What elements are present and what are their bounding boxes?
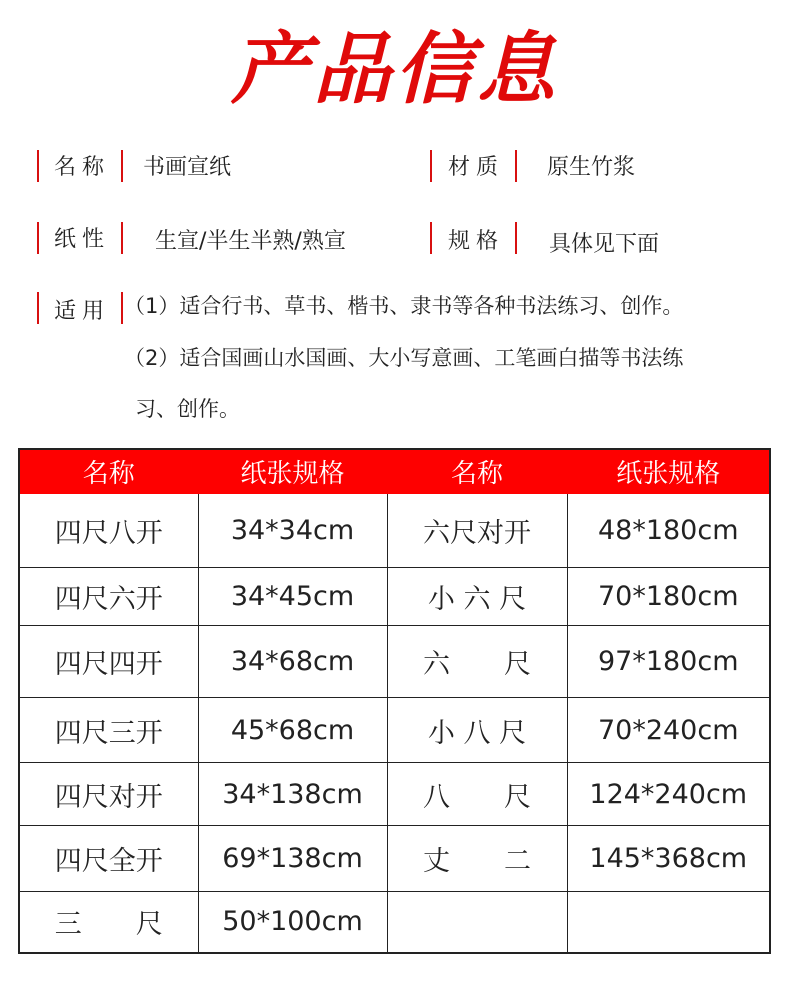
cell-spec: 124*240cm xyxy=(567,763,770,826)
cell-name xyxy=(387,892,567,953)
usage-line-3: 习、创作。 xyxy=(135,397,240,421)
divider xyxy=(121,292,123,324)
header-name: 名称 xyxy=(387,449,567,494)
divider xyxy=(37,150,39,182)
value-spec: 具体见下面 xyxy=(549,232,660,257)
divider xyxy=(430,150,432,182)
page-title: 产品信息 xyxy=(230,24,559,115)
divider xyxy=(37,222,39,254)
header-name: 名称 xyxy=(19,449,198,494)
cell-spec: 34*45cm xyxy=(198,568,387,626)
table-row xyxy=(19,698,770,763)
cell-spec xyxy=(567,892,770,953)
label-usage: 适用 xyxy=(54,299,111,324)
cell-name: 小 六 尺 xyxy=(387,568,567,626)
divider xyxy=(430,222,432,254)
cell-name: 四尺全开 xyxy=(19,826,198,892)
divider xyxy=(121,150,123,182)
cell-spec: 48*180cm xyxy=(567,494,770,568)
table-row xyxy=(19,892,770,953)
divider xyxy=(37,292,39,324)
cell-name: 六尺对开 xyxy=(387,494,567,568)
cell-name: 八 尺 xyxy=(387,763,567,826)
cell-spec: 70*240cm xyxy=(567,698,770,763)
header-spec: 纸张规格 xyxy=(198,449,387,494)
cell-name: 丈 二 xyxy=(387,826,567,892)
label-material: 材质 xyxy=(448,155,505,180)
cell-spec: 34*34cm xyxy=(198,494,387,568)
cell-name: 四尺八开 xyxy=(19,494,198,568)
cell-name: 三 尺 xyxy=(19,892,198,953)
label-property: 纸性 xyxy=(54,227,111,252)
cell-spec: 69*138cm xyxy=(198,826,387,892)
cell-name: 六 尺 xyxy=(387,626,567,698)
cell-name: 四尺六开 xyxy=(19,568,198,626)
cell-spec: 70*180cm xyxy=(567,568,770,626)
divider xyxy=(121,222,123,254)
cell-name: 四尺四开 xyxy=(19,626,198,698)
value-material: 原生竹浆 xyxy=(547,155,636,180)
table-header xyxy=(19,449,770,494)
cell-spec: 97*180cm xyxy=(567,626,770,698)
label-spec: 规格 xyxy=(448,229,505,254)
table-row xyxy=(19,494,770,568)
cell-name: 四尺对开 xyxy=(19,763,198,826)
cell-spec: 50*100cm xyxy=(198,892,387,953)
cell-name: 四尺三开 xyxy=(19,698,198,763)
cell-spec: 45*68cm xyxy=(198,698,387,763)
table-row xyxy=(19,568,770,626)
spec-table xyxy=(18,448,771,954)
value-property: 生宣/半生半熟/熟宣 xyxy=(155,229,346,254)
table-row xyxy=(19,763,770,826)
header-spec: 纸张规格 xyxy=(567,449,770,494)
table-row xyxy=(19,826,770,892)
usage-line-1: （1）适合行书、草书、楷书、隶书等各种书法练习、创作。 xyxy=(124,294,684,318)
label-name: 名称 xyxy=(54,155,111,180)
usage-line-2: （2）适合国画山水国画、大小写意画、工笔画白描等书法练 xyxy=(124,346,684,370)
cell-name: 小 八 尺 xyxy=(387,698,567,763)
divider xyxy=(515,222,517,254)
divider xyxy=(515,150,517,182)
cell-spec: 145*368cm xyxy=(567,826,770,892)
value-name: 书画宣纸 xyxy=(143,155,232,180)
cell-spec: 34*138cm xyxy=(198,763,387,826)
table-row xyxy=(19,626,770,698)
cell-spec: 34*68cm xyxy=(198,626,387,698)
